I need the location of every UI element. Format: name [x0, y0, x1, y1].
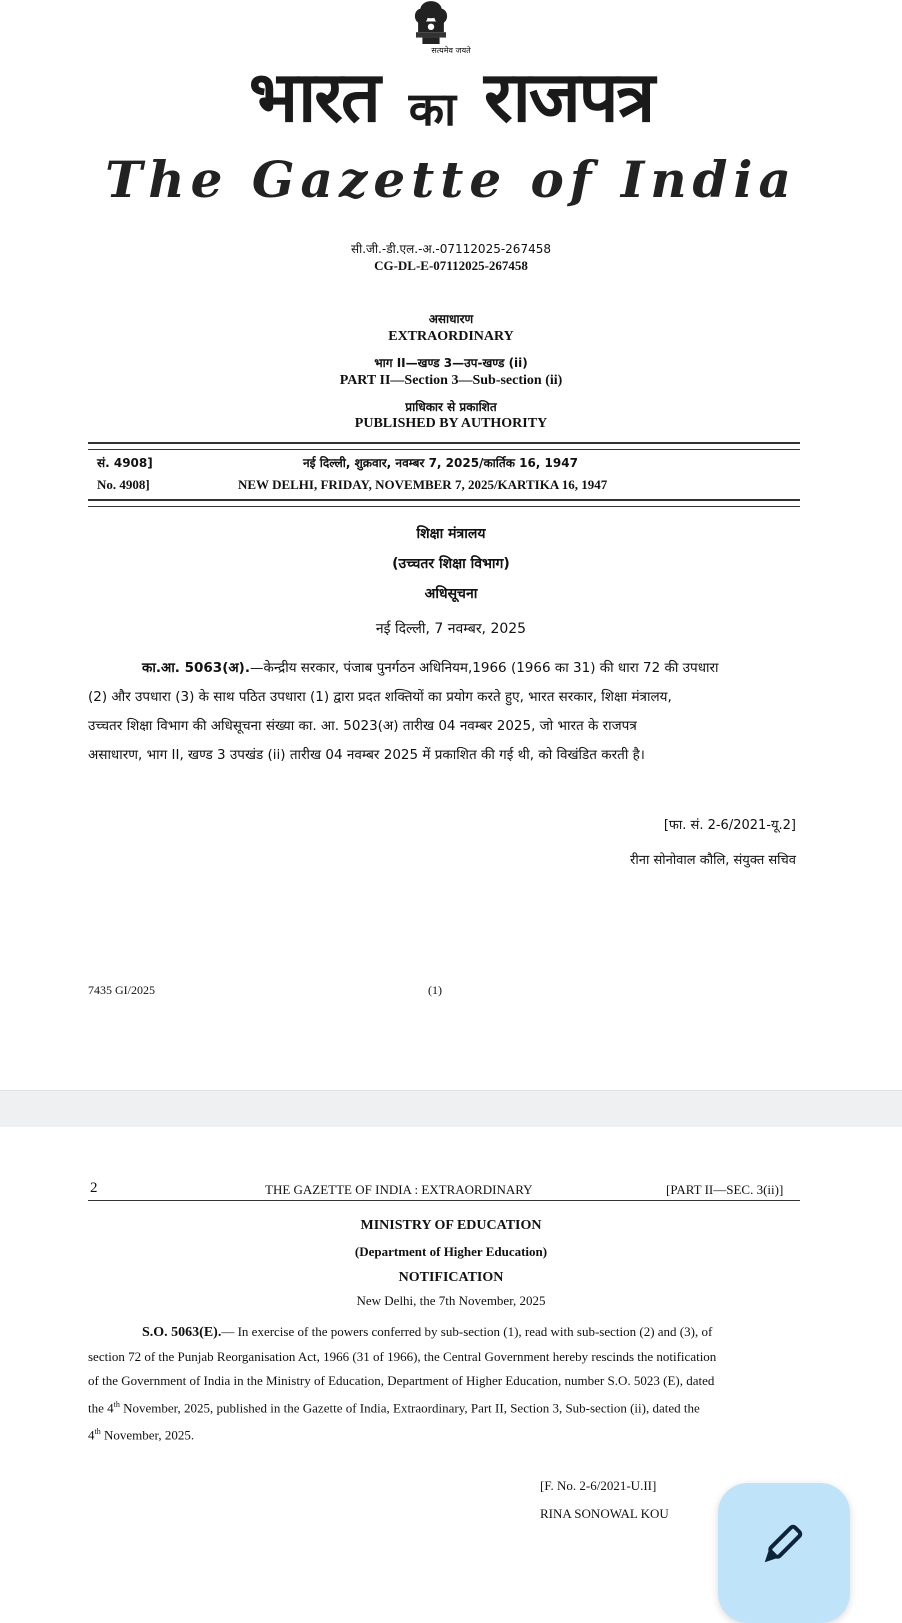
body-line: of the Government of India in the Ministry of Education, Department of Higher Education, number S.O. 5023 (E), dated	[88, 1373, 715, 1388]
signatory-hindi: रीना सोनोवाल कौलि, संयुक्त सचिव	[630, 853, 796, 868]
pencil-icon	[756, 1521, 806, 1571]
divider	[88, 499, 800, 507]
part-hindi: भाग II—खण्ड 3—उप-खण्ड (ii)	[374, 356, 528, 370]
header-rule	[88, 1200, 800, 1201]
notification-body	[88, 1320, 800, 1448]
running-title: THE GAZETTE OF INDIA : EXTRAORDINARY	[265, 1182, 533, 1197]
authority-hindi: प्राधिकार से प्रकाशित	[405, 400, 497, 414]
signatory: RINA SONOWAL KOU	[540, 1506, 669, 1521]
issue-date-hindi: नई दिल्ली, शुक्रवार, नवम्बर 7, 2025/कार्तिक 16, 1947	[303, 456, 578, 470]
body-line: section 72 of the Punjab Reorganisation Act, 1966 (31 of 1966), the Central Government hereby rescinds the notification	[88, 1349, 717, 1364]
body-line: the 4th November, 2025, published in the Gazette of India, Extraordinary, Part II, Section 3, Sub-section (ii), dated the	[88, 1400, 700, 1416]
notification-body-hindi	[88, 654, 800, 770]
issue-number-english: No. 4908]	[97, 477, 150, 492]
code-english: CG-DL-E-07112025-267458	[374, 258, 528, 273]
national-emblem-icon	[400, 0, 462, 44]
issue-date-english: NEW DELHI, FRIDAY, NOVEMBER 7, 2025/KARTIKA 16, 1947	[238, 477, 608, 492]
body-line: (2) और उपधारा (3) के साथ पठित उपधारा (1) द्वारा प्रदत शक्तियों का प्रयोग करते हुए, भारत सरकार, शिक्षा मंत्रालय,	[88, 689, 672, 705]
extraordinary-english: EXTRAORDINARY	[388, 329, 514, 344]
body-line: —केन्द्रीय सरकार, पंजाब पुनर्गठन अधिनियम,1966 (1966 का 31) की धारा 72 की उपधारा	[249, 660, 719, 676]
authority-english: PUBLISHED BY AUTHORITY	[354, 416, 548, 431]
so-number-hindi: का.आ. 5063(अ).	[142, 660, 250, 676]
masthead-hindi-rajpatra: राजपत्र	[484, 56, 654, 138]
emblem-motto: सत्यमेव जयते	[431, 46, 471, 55]
department-hindi: (उच्चतर शिक्षा विभाग)	[392, 556, 510, 572]
file-number-hindi: [फा. सं. 2-6/2021-यू.2]	[663, 818, 796, 833]
edit-button[interactable]	[718, 1483, 850, 1623]
page-number: 2	[90, 1180, 98, 1196]
body-line: 4th November, 2025.	[88, 1427, 195, 1443]
page-number: (1)	[428, 983, 442, 997]
part-english: PART II—Section 3—Sub-section (ii)	[339, 373, 563, 388]
page-separator	[0, 1090, 902, 1128]
extraordinary-hindi: असाधारण	[428, 312, 474, 326]
place-date: New Delhi, the 7th November, 2025	[356, 1293, 546, 1308]
issue-number-hindi: सं. 4908]	[97, 456, 153, 470]
ministry-hindi: शिक्षा मंत्रालय	[416, 526, 486, 542]
department: (Department of Higher Education)	[354, 1244, 548, 1259]
masthead-hindi	[0, 56, 902, 138]
ministry: MINISTRY OF EDUCATION	[360, 1218, 542, 1233]
masthead-hindi-bharat: भारत	[248, 56, 379, 138]
divider	[88, 442, 800, 450]
notification-hindi: अधिसूचना	[424, 586, 478, 602]
notification-heading: NOTIFICATION	[398, 1270, 504, 1285]
body-line: असाधारण, भाग II, खण्ड 3 उपखंड (ii) तारीख 04 नवम्बर 2025 में प्रकाशित की गई थी, को विखंडित करती है।	[88, 747, 645, 763]
so-number: S.O. 5063(E).	[142, 1325, 222, 1340]
file-number: [F. No. 2-6/2021-U.II]	[540, 1478, 657, 1493]
footer-code: 7435 GI/2025	[88, 983, 155, 997]
masthead-hindi-ka: का	[408, 82, 454, 136]
part-label: [PART II—SEC. 3(ii)]	[666, 1182, 784, 1197]
code-hindi: सी.जी.-डी.एल.-अ.-07112025-267458	[351, 242, 551, 256]
body-line: — In exercise of the powers conferred by sub-section (1), read with sub-section (2) and (3), of	[221, 1324, 713, 1339]
body-line: उच्चतर शिक्षा विभाग की अधिसूचना संख्या का. आ. 5023(अ) तारीख 04 नवम्बर 2025, जो भारत के राजपत्र	[88, 718, 637, 734]
place-date-hindi: नई दिल्ली, 7 नवम्बर, 2025	[375, 621, 527, 637]
masthead-english: The Gazette of India	[105, 150, 797, 209]
